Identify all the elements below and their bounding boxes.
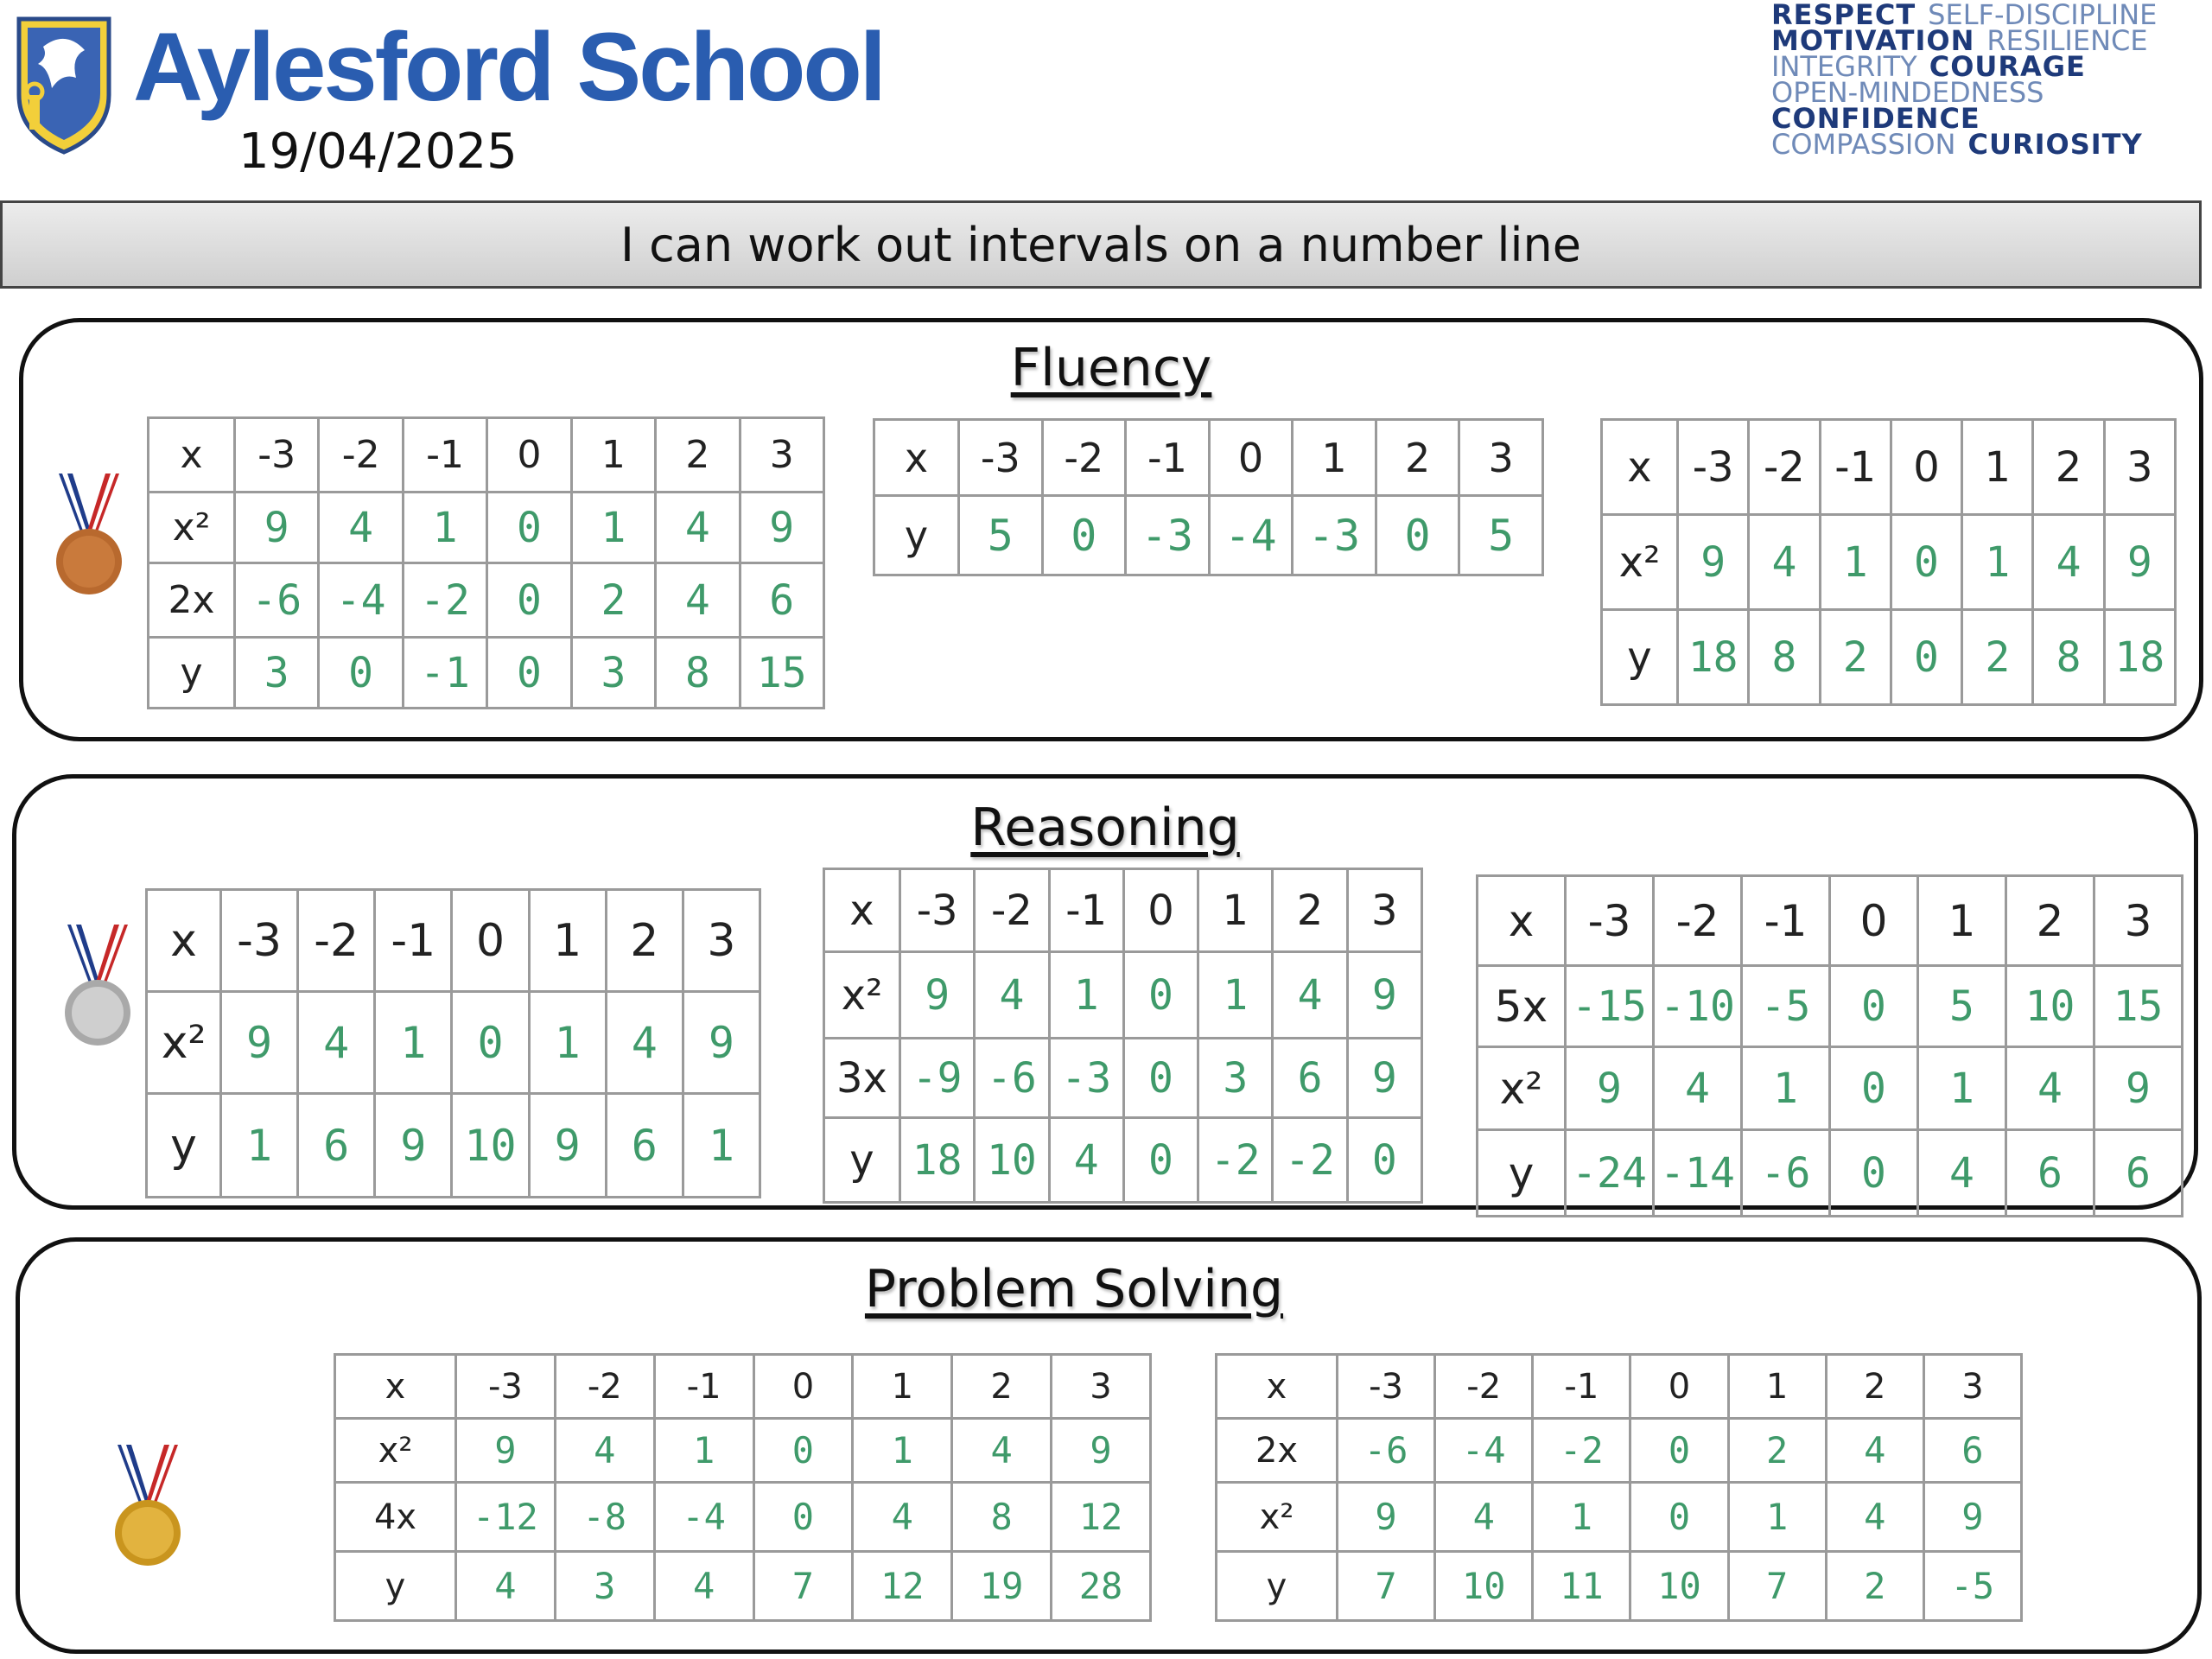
table-header-row [149,418,824,493]
answer-cell: 12 [853,1552,952,1621]
answer-cell: 1 [1533,1483,1630,1552]
x-header-cell: x [147,890,221,992]
value-word: COMPASSION [1771,128,1956,161]
x-value-cell: -2 [1654,876,1742,966]
x-value-cell: 2 [952,1355,1052,1419]
answer-cell: 28 [1052,1552,1151,1621]
row-label-cell: y [874,496,959,575]
answer-cell: 0 [753,1483,853,1552]
answer-cell: 4 [1826,1483,1923,1552]
row-label-cell: 3x [824,1039,900,1118]
answer-cell: 0 [487,493,571,563]
table-row [335,1419,1151,1483]
answer-cell: 4 [656,493,740,563]
answer-cell: -3 [1126,496,1210,575]
answer-cell: -4 [654,1483,753,1552]
answer-cell: 10 [975,1118,1049,1203]
x-value-cell: 1 [1918,876,2006,966]
x-value-cell: -3 [1566,876,1654,966]
answer-cell: -4 [1209,496,1293,575]
answer-cell: 1 [1742,1047,1830,1130]
answer-cell: 6 [740,563,823,638]
answer-cell: 6 [1923,1419,2021,1483]
x-value-cell: -3 [1338,1355,1435,1419]
table-row [149,563,824,638]
x-value-cell: -1 [375,890,452,992]
gold-medal-icon [109,1445,187,1574]
answer-cell: 4 [298,992,375,1094]
x-value-cell: -3 [235,418,319,493]
answer-cell: 9 [235,493,319,563]
answer-cell: -4 [1435,1419,1533,1483]
answer-cell: 3 [555,1552,654,1621]
x-value-cell: 3 [1459,420,1543,496]
learning-objective-bar [0,200,2202,289]
school-crest-icon [14,12,114,157]
answer-cell: 9 [900,952,975,1039]
x-value-cell: 1 [529,890,606,992]
answer-cell: 0 [1891,610,1961,705]
row-label-cell: y [1602,610,1678,705]
row-label-cell: y [1217,1552,1338,1621]
reasoning-title: Reasoning [970,798,1240,858]
answer-cell: -6 [1742,1130,1830,1217]
answer-cell: 10 [1435,1552,1533,1621]
answer-cell: 9 [740,493,823,563]
fluency-table-1 [147,416,825,709]
x-value-cell: 1 [1198,869,1273,952]
values-line [1771,128,2203,161]
answer-cell: 0 [487,563,571,638]
answer-cell: -12 [456,1483,556,1552]
answer-cell: -2 [1533,1419,1630,1483]
answer-cell: 0 [1830,1047,1918,1130]
table-row [1478,1130,2183,1217]
answer-cell: 8 [952,1483,1052,1552]
x-value-cell: 3 [740,418,823,493]
x-value-cell: -1 [1742,876,1830,966]
x-header-cell: x [874,420,959,496]
row-label-cell: y [824,1118,900,1203]
row-label-cell: 4x [335,1483,456,1552]
answer-cell: 9 [1347,1039,1421,1118]
x-value-cell: -3 [1678,420,1749,515]
answer-cell: 0 [1891,515,1961,610]
x-value-cell: 1 [1728,1355,1826,1419]
silver-medal-icon [59,925,137,1054]
answer-cell: 7 [753,1552,853,1621]
answer-cell: 1 [1918,1047,2006,1130]
x-value-cell: 3 [2094,876,2183,966]
answer-cell: 4 [1435,1483,1533,1552]
x-value-cell: -1 [1126,420,1210,496]
x-value-cell: 0 [1830,876,1918,966]
x-value-cell: 1 [853,1355,952,1419]
answer-cell: 0 [487,638,571,709]
table-row [824,1039,1422,1118]
answer-cell: 0 [1123,1118,1198,1203]
school-values [1771,0,2203,161]
x-value-cell: -2 [1042,420,1126,496]
answer-cell: 9 [1338,1483,1435,1552]
school-name: Aylesford School [133,13,884,121]
answer-cell: -6 [1338,1419,1435,1483]
row-label-cell: 2x [149,563,235,638]
reasoning-table-3 [1476,874,2183,1217]
value-word-emphasis: RESPECT [1771,0,1916,31]
answer-cell: 6 [606,1094,683,1198]
fluency-title: Fluency [1010,338,1212,398]
answer-cell: 4 [1826,1419,1923,1483]
answer-cell: 0 [452,992,529,1094]
learning-objective: I can work out intervals on a number line [620,217,1581,272]
value-word: RESILIENCE [1986,24,2148,57]
answer-cell: 1 [403,493,486,563]
answer-cell: 7 [1338,1552,1435,1621]
answer-cell: 1 [375,992,452,1094]
x-value-cell: -1 [1820,420,1891,515]
x-header-cell: x [335,1355,456,1419]
answer-cell: 0 [1376,496,1459,575]
table-row [1478,1047,2183,1130]
answer-cell: 4 [975,952,1049,1039]
answer-cell: 5 [1918,966,2006,1047]
row-label-cell: 5x [1478,966,1566,1047]
answer-cell: 1 [853,1419,952,1483]
x-value-cell: -3 [221,890,298,992]
table-row [149,638,824,709]
answer-cell: -5 [1923,1552,2021,1621]
answer-cell: 9 [1347,952,1421,1039]
x-value-cell: 0 [487,418,571,493]
answer-cell: 9 [683,992,760,1094]
answer-cell: 1 [1728,1483,1826,1552]
x-value-cell: -2 [1749,420,1820,515]
table-header-row [1602,420,2176,515]
answer-cell: -6 [975,1039,1049,1118]
x-value-cell: -3 [959,420,1043,496]
answer-cell: 4 [1654,1047,1742,1130]
answer-cell: 2 [1826,1552,1923,1621]
x-header-cell: x [1602,420,1678,515]
value-word: SELF-DISCIPLINE [1928,0,2158,31]
answer-cell: 4 [1749,515,1820,610]
table-row [147,992,760,1094]
x-value-cell: 3 [1923,1355,2021,1419]
answer-cell: -8 [555,1483,654,1552]
answer-cell: 1 [571,493,655,563]
answer-cell: 9 [529,1094,606,1198]
table-header-row [147,890,760,992]
answer-cell: 3 [1198,1039,1273,1118]
answer-cell: -24 [1566,1130,1654,1217]
answer-cell: 8 [2033,610,2104,705]
answer-cell: 4 [606,992,683,1094]
x-value-cell: 2 [1273,869,1347,952]
table-row [335,1552,1151,1621]
fluency-table-3 [1600,418,2177,706]
reasoning-table-1 [145,888,761,1198]
x-value-cell: 1 [1962,420,2033,515]
answer-cell: -3 [1293,496,1376,575]
answer-cell: -9 [900,1039,975,1118]
row-label-cell: y [1478,1130,1566,1217]
problem-solving-title: Problem Solving [864,1259,1284,1319]
answer-cell: 1 [654,1419,753,1483]
x-header-cell: x [1217,1355,1338,1419]
x-value-cell: -2 [298,890,375,992]
answer-cell: 0 [1347,1118,1421,1203]
answer-cell: 9 [1923,1483,2021,1552]
x-value-cell: -2 [975,869,1049,952]
answer-cell: 4 [2006,1047,2094,1130]
x-value-cell: 2 [1376,420,1459,496]
value-word-emphasis: CONFIDENCE [1771,102,1980,135]
x-value-cell: 0 [1891,420,1961,515]
answer-cell: 4 [1273,952,1347,1039]
row-label-cell: x² [824,952,900,1039]
answer-cell: -2 [1198,1118,1273,1203]
answer-cell: 0 [1042,496,1126,575]
x-value-cell: 1 [1293,420,1376,496]
answer-cell: 4 [952,1419,1052,1483]
answer-cell: 9 [221,992,298,1094]
answer-cell: 0 [1123,952,1198,1039]
answer-cell: 18 [1678,610,1749,705]
answer-cell: 12 [1052,1483,1151,1552]
answer-cell: -3 [1049,1039,1123,1118]
answer-cell: 1 [1049,952,1123,1039]
answer-cell: 4 [456,1552,556,1621]
value-word-emphasis: MOTIVATION [1771,24,1975,57]
x-value-cell: 3 [1052,1355,1151,1419]
table-header-row [335,1355,1151,1419]
table-header-row [824,869,1422,952]
x-value-cell: -3 [456,1355,556,1419]
x-header-cell: x [149,418,235,493]
x-value-cell: -2 [319,418,403,493]
x-value-cell: -2 [1435,1355,1533,1419]
x-header-cell: x [1478,876,1566,966]
answer-cell: 9 [456,1419,556,1483]
row-label-cell: x² [147,992,221,1094]
answer-cell: 4 [1049,1118,1123,1203]
answer-cell: -6 [235,563,319,638]
answer-cell: -2 [1273,1118,1347,1203]
x-header-cell: x [824,869,900,952]
table-row [1602,515,2176,610]
answer-cell: 10 [2006,966,2094,1047]
table-row [824,1118,1422,1203]
x-value-cell: 0 [1123,869,1198,952]
row-label-cell: x² [1217,1483,1338,1552]
row-label-cell: 2x [1217,1419,1338,1483]
table-row [335,1483,1151,1552]
x-value-cell: 1 [571,418,655,493]
value-word-emphasis: COURAGE [1929,50,2086,83]
answer-cell: 9 [2094,1047,2183,1130]
x-value-cell: -2 [555,1355,654,1419]
x-value-cell: 0 [452,890,529,992]
answer-cell: 1 [683,1094,760,1198]
answer-cell: 4 [656,563,740,638]
table-header-row [874,420,1543,496]
answer-cell: 4 [1918,1130,2006,1217]
answer-cell: 0 [319,638,403,709]
x-value-cell: -1 [1049,869,1123,952]
answer-cell: 3 [571,638,655,709]
answer-cell: 2 [1820,610,1891,705]
answer-cell: -15 [1566,966,1654,1047]
answer-cell: 4 [654,1552,753,1621]
answer-cell: 4 [853,1483,952,1552]
x-value-cell: -1 [403,418,486,493]
answer-cell: 6 [2006,1130,2094,1217]
answer-cell: 1 [529,992,606,1094]
table-row [147,1094,760,1198]
problem-solving-table-1 [334,1353,1152,1622]
row-label-cell: x² [149,493,235,563]
answer-cell: -14 [1654,1130,1742,1217]
x-value-cell: 2 [1826,1355,1923,1419]
answer-cell: 10 [452,1094,529,1198]
answer-cell: 1 [1198,952,1273,1039]
x-value-cell: -1 [654,1355,753,1419]
answer-cell: -1 [403,638,486,709]
table-row [1217,1552,2022,1621]
answer-cell: 9 [1566,1047,1654,1130]
answer-cell: 2 [571,563,655,638]
answer-cell: 6 [298,1094,375,1198]
table-row [874,496,1543,575]
table-row [824,952,1422,1039]
answer-cell: -10 [1654,966,1742,1047]
answer-cell: -5 [1742,966,1830,1047]
answer-cell: -2 [403,563,486,638]
answer-cell: 15 [2094,966,2183,1047]
reasoning-table-2 [823,868,1423,1204]
answer-cell: 8 [1749,610,1820,705]
table-row [1217,1419,2022,1483]
problem-solving-table-2 [1215,1353,2023,1622]
answer-cell: 6 [1273,1039,1347,1118]
table-row [149,493,824,563]
row-label-cell: y [335,1552,456,1621]
bronze-medal-icon [50,474,128,603]
x-value-cell: 3 [1347,869,1421,952]
table-header-row [1217,1355,2022,1419]
table-row [1602,610,2176,705]
row-label-cell: y [149,638,235,709]
answer-cell: 6 [2094,1130,2183,1217]
table-row [1217,1483,2022,1552]
x-value-cell: 0 [1209,420,1293,496]
value-word: OPEN-MINDEDNESS [1771,76,2044,109]
answer-cell: 7 [1728,1552,1826,1621]
fluency-table-2 [873,418,1544,576]
answer-cell: 1 [1820,515,1891,610]
answer-cell: 18 [900,1118,975,1203]
table-row [1478,966,2183,1047]
answer-cell: 10 [1630,1552,1728,1621]
answer-cell: 0 [753,1419,853,1483]
answer-cell: 0 [1630,1483,1728,1552]
answer-cell: 9 [2104,515,2175,610]
answer-cell: 4 [319,493,403,563]
row-label-cell: x² [1478,1047,1566,1130]
x-value-cell: 2 [606,890,683,992]
x-value-cell: 2 [656,418,740,493]
answer-cell: 9 [375,1094,452,1198]
answer-cell: 4 [555,1419,654,1483]
x-value-cell: 3 [683,890,760,992]
answer-cell: 3 [235,638,319,709]
answer-cell: 15 [740,638,823,709]
row-label-cell: x² [1602,515,1678,610]
answer-cell: 5 [1459,496,1543,575]
answer-cell: 19 [952,1552,1052,1621]
answer-cell: 2 [1728,1419,1826,1483]
x-value-cell: 0 [1630,1355,1728,1419]
table-header-row [1478,876,2183,966]
answer-cell: 0 [1630,1419,1728,1483]
x-value-cell: -1 [1533,1355,1630,1419]
x-value-cell: -3 [900,869,975,952]
answer-cell: 0 [1830,966,1918,1047]
answer-cell: 8 [656,638,740,709]
answer-cell: 5 [959,496,1043,575]
value-word: INTEGRITY [1771,50,1917,83]
x-value-cell: 2 [2006,876,2094,966]
x-value-cell: 2 [2033,420,2104,515]
answer-cell: 1 [221,1094,298,1198]
row-label-cell: y [147,1094,221,1198]
x-value-cell: 0 [753,1355,853,1419]
answer-cell: 2 [1962,610,2033,705]
answer-cell: 9 [1678,515,1749,610]
answer-cell: -4 [319,563,403,638]
answer-cell: 1 [1962,515,2033,610]
lesson-date: 19/04/2025 [238,124,518,180]
answer-cell: 0 [1123,1039,1198,1118]
answer-cell: 18 [2104,610,2175,705]
answer-cell: 11 [1533,1552,1630,1621]
answer-cell: 4 [2033,515,2104,610]
answer-cell: 0 [1830,1130,1918,1217]
x-value-cell: 3 [2104,420,2175,515]
row-label-cell: x² [335,1419,456,1483]
answer-cell: 9 [1052,1419,1151,1483]
value-word-emphasis: CURIOSITY [1967,128,2143,161]
